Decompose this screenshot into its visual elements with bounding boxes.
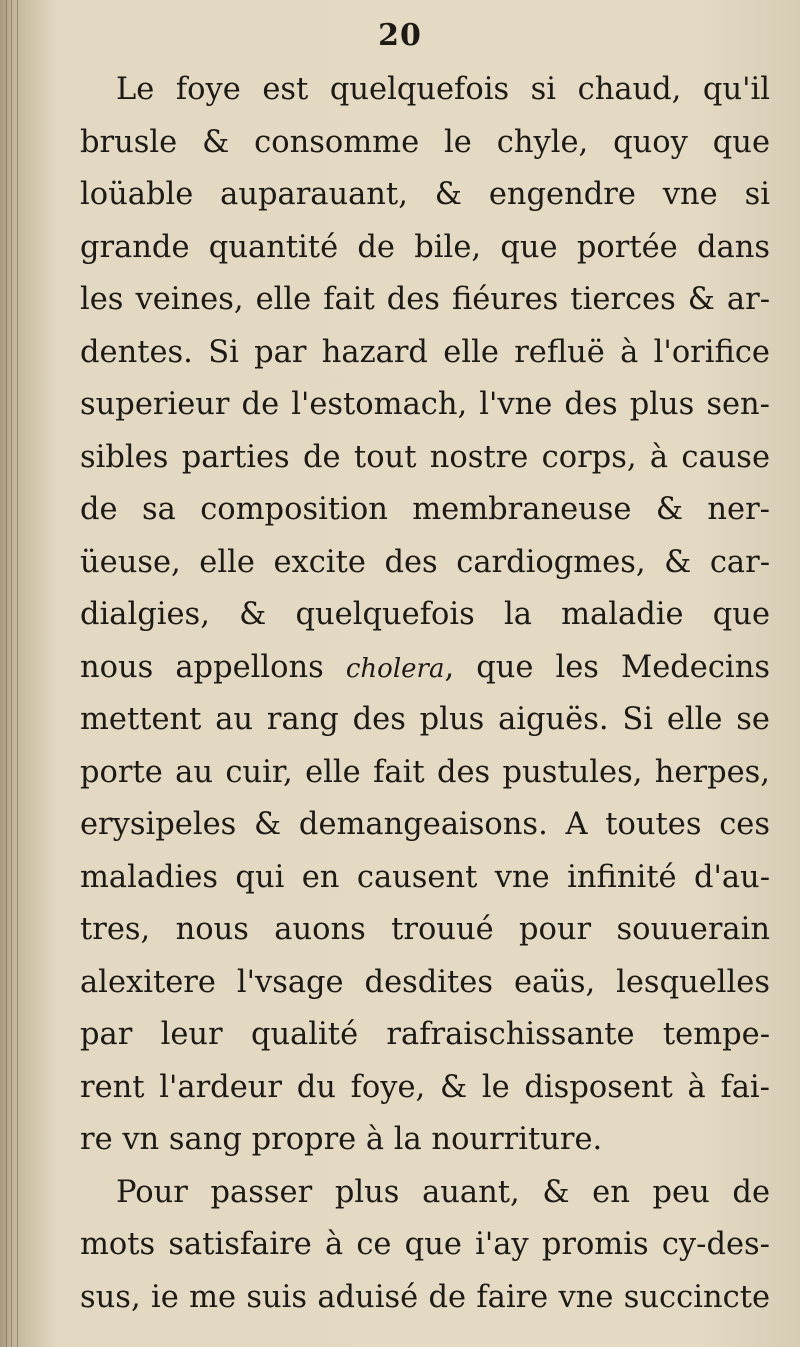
text-line: tres, nous auons trouué pour souuerain — [80, 912, 770, 947]
text-line: superieur de l'estomach, l'vne des plus sen- — [80, 387, 770, 422]
text-line: mots satisfaire à ce que i'ay promis cy-des- — [80, 1227, 770, 1262]
text-line: loüable auparauant, & engendre vne si — [80, 177, 770, 212]
text-line: brusle & consomme le chyle, quoy que — [80, 124, 770, 160]
italic-term: cholera — [345, 653, 445, 684]
text-line: dentes. Si par hazard elle refluë à l'orifice — [80, 334, 770, 370]
text-line: porte au cuir, elle fait des pustules, herpes, — [80, 754, 770, 790]
text-line: alexitere l'vsage desdites eaüs, lesquelles — [80, 964, 770, 1000]
text-line: les veines, elle fait des fiéures tierces & ar- — [80, 282, 770, 317]
binding-rule — [17, 0, 18, 1347]
text-line: mettent au rang des plus aiguës. Si elle se — [80, 702, 770, 737]
text-line: erysipeles & demangeaisons. A toutes ces — [80, 807, 770, 842]
text-line: sibles parties de tout nostre corps, à cause — [80, 439, 770, 475]
text-line: re vn sang propre à la nourriture. — [80, 1122, 603, 1157]
text-segment: nous appellons — [80, 649, 324, 685]
text-line: grande quantité de bile, que portée dans — [80, 229, 770, 265]
text-line: dialgies, & quelquefois la maladie que — [80, 597, 770, 632]
body-text — [80, 64, 770, 1324]
text-line: Pour passer plus auant, & en peu de — [116, 1174, 770, 1210]
text-line: de sa composition membraneuse & ner- — [80, 492, 770, 527]
text-line: rent l'ardeur du foye, & le disposent à fai- — [80, 1069, 770, 1105]
page-number: 20 — [378, 18, 422, 53]
text-line: sus, ie me suis aduisé de faire vne succincte — [80, 1279, 770, 1315]
page-binding-shadow — [0, 0, 52, 1347]
text-line: maladies qui en causent vne infinité d'au- — [80, 859, 770, 895]
binding-rule — [11, 0, 12, 1347]
text-segment: , que les Medecins — [444, 649, 770, 685]
text-line: üeuse, elle excite des cardiogmes, & car- — [80, 544, 770, 580]
text-line-with-italic — [80, 642, 770, 695]
text-line: Le foye est quelquefois si chaud, qu'il — [116, 72, 770, 107]
binding-rule — [6, 0, 7, 1347]
text-line: par leur qualité rafraischissante tempe- — [80, 1017, 770, 1052]
